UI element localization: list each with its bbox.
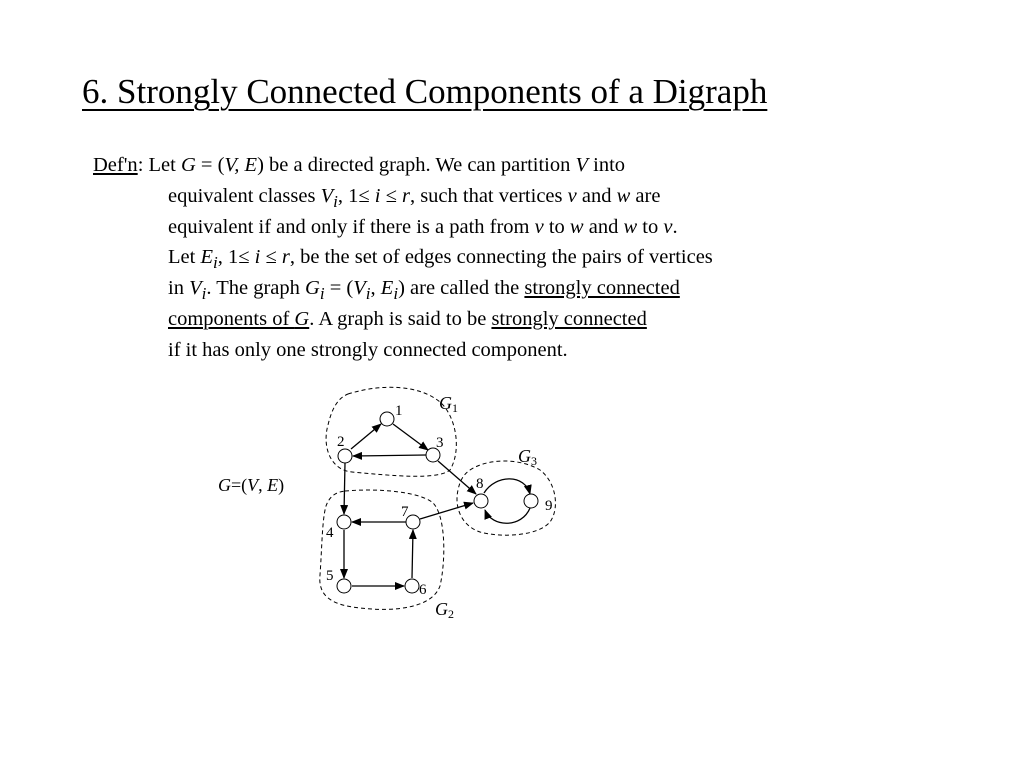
edge-9-to-8 (485, 508, 530, 523)
component-label-g2: G2 (435, 599, 454, 621)
definition-line-4: Let $E_i$, 1≤ i ≤ r, be the set of edges connecting the pairs of vertices (168, 246, 713, 273)
vertex-label-1: 1 (395, 403, 403, 419)
vertex-4 (337, 515, 351, 529)
vertex-9 (524, 494, 538, 508)
defn-label: Def'n (93, 154, 138, 176)
vertex-8 (474, 494, 488, 508)
vertex-label-7: 7 (401, 504, 409, 520)
vertex-label-3: 3 (436, 435, 444, 451)
component-label-g3: G3 (518, 446, 537, 468)
component-g3-outline (457, 461, 555, 535)
vertex-label-5: 5 (326, 568, 334, 584)
vertex-label-6: 6 (419, 582, 427, 598)
vertex-2 (338, 449, 352, 463)
definition-line-1: Def'n: Let G = (V, E) be a directed graph. We can partition V into (93, 154, 626, 176)
definition-line-2: equivalent classes $V_i$, 1≤ i ≤ r, such that vertices v and w are (168, 184, 661, 211)
vertex-label-2: 2 (337, 434, 345, 450)
edge-1-to-3 (393, 424, 428, 450)
definition-line-5: in $V_i$. The graph $G_i = (V_i$, $E_i$) are called the strongly connected (168, 277, 680, 304)
graph-label: G=(V, E) (218, 475, 285, 495)
edge-8-to-9 (484, 479, 530, 494)
vertex-label-9: 9 (545, 498, 553, 514)
component-label-g1: G1 (439, 393, 458, 415)
definition-line-6: components of G. A graph is said to be strongly connected (168, 307, 647, 330)
vertex-5 (337, 579, 351, 593)
definition-line-3: equivalent if and only if there is a path from v to w and w to v. (168, 215, 678, 238)
term-components-of-g: components of G (168, 307, 310, 330)
vertex-label-8: 8 (476, 476, 484, 492)
term-strongly-connected-components: strongly connected (524, 277, 680, 300)
slide-title: 6. Strongly Connected Components of a Digraph (82, 72, 768, 111)
definition-line-7: if it has only one strongly connected component. (168, 338, 568, 361)
edge-7-to-8 (420, 503, 473, 519)
edge-3-to-8 (438, 461, 476, 494)
vertex-6 (405, 579, 419, 593)
vertex-label-4: 4 (326, 525, 334, 541)
edge-3-to-2 (353, 455, 426, 456)
vertex-1 (380, 412, 394, 426)
edge-6-to-7 (412, 530, 413, 578)
edge-2-to-1 (351, 424, 381, 449)
term-strongly-connected: strongly connected (491, 307, 647, 330)
